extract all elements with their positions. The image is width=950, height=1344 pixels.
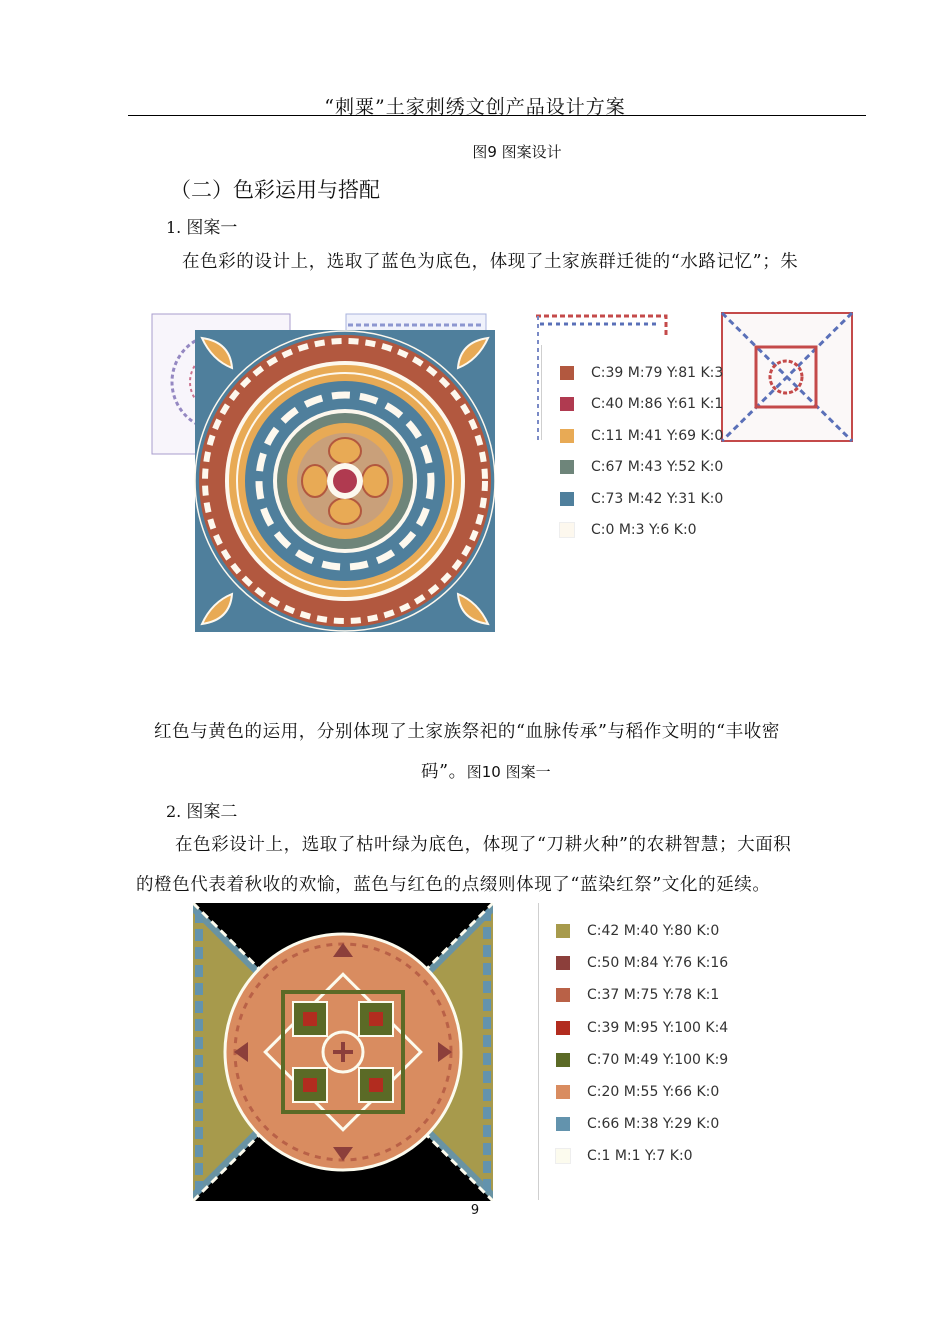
- color-swatch: [560, 460, 574, 474]
- palette-entry: [556, 1012, 728, 1044]
- palette-entry: [560, 420, 723, 452]
- palette-entry: [560, 483, 723, 515]
- figure-9-caption: 图9 图案设计: [472, 143, 562, 161]
- palette-entry: [556, 947, 728, 979]
- color-swatch: [556, 1117, 570, 1131]
- color-label: C:20 M:55 Y:66 K:0: [587, 1084, 720, 1101]
- running-header: “刺粟”土家刺绣文创产品设计方案: [324, 96, 626, 118]
- pattern1-palette: [560, 357, 723, 546]
- pattern2-figure: [193, 903, 493, 1201]
- color-label: C:40 M:86 Y:61 K:1: [591, 396, 724, 413]
- color-swatch: [560, 523, 574, 537]
- color-swatch: [560, 429, 574, 443]
- pattern2-subheading: [166, 797, 237, 822]
- color-swatch: [556, 1021, 570, 1035]
- color-label: C:1 M:1 Y:7 K:0: [587, 1148, 693, 1165]
- pattern1-detail-sketch: [721, 312, 853, 442]
- color-swatch: [556, 988, 570, 1002]
- color-label: C:73 M:42 Y:31 K:0: [591, 490, 724, 507]
- pattern1-title: 图案一: [186, 218, 238, 238]
- color-label: C:66 M:38 Y:29 K:0: [587, 1116, 720, 1133]
- pattern1-paragraph-line3: [421, 752, 551, 792]
- pattern2-paragraph-line1: 在色彩设计上，选取了枯叶绿为底色，体现了“刀耕火种”的农耕智慧；大面积: [175, 835, 792, 855]
- section-heading: （二）色彩运用与搭配: [170, 178, 380, 202]
- header-rule: [128, 115, 866, 116]
- palette-entry: [560, 357, 723, 389]
- color-swatch: [560, 397, 574, 411]
- pattern1-paragraph-end: 码”。: [421, 762, 467, 782]
- color-label: C:39 M:79 Y:81 K:3: [591, 364, 724, 381]
- pattern1-subheading: [166, 213, 237, 238]
- pattern1-paragraph-line1: 在色彩的设计上，选取了蓝色为底色，体现了土家族群迁徙的“水路记忆”；朱: [182, 252, 799, 272]
- palette-entry: [556, 1076, 728, 1108]
- palette-entry: [556, 1140, 728, 1172]
- color-swatch: [556, 956, 570, 970]
- color-label: C:39 M:95 Y:100 K:4: [587, 1019, 729, 1036]
- pattern2-number: 2.: [166, 802, 182, 821]
- color-label: C:11 M:41 Y:69 K:0: [591, 427, 724, 444]
- color-label: C:37 M:75 Y:78 K:1: [587, 987, 720, 1004]
- pattern2-legend-divider: [538, 903, 539, 1200]
- pattern1-figure: [150, 310, 495, 632]
- color-swatch: [556, 924, 570, 938]
- color-label: C:67 M:43 Y:52 K:0: [591, 459, 724, 476]
- pattern2-palette: [556, 915, 728, 1173]
- color-label: C:42 M:40 Y:80 K:0: [587, 923, 720, 940]
- pattern1-number: 1.: [166, 218, 182, 237]
- palette-entry: [556, 915, 728, 947]
- pattern2-paragraph-line2: 的橙色代表着秋收的欢愉，蓝色与红色的点缀则体现了“蓝染红祭”文化的延续。: [136, 875, 771, 895]
- palette-entry: [560, 389, 723, 421]
- color-label: C:70 M:49 Y:100 K:9: [587, 1051, 729, 1068]
- color-swatch: [556, 1053, 570, 1067]
- palette-entry: [556, 979, 728, 1011]
- palette-entry: [556, 1108, 728, 1140]
- figure-10-caption: 图10 图案一: [466, 763, 551, 781]
- palette-entry: [560, 452, 723, 484]
- palette-entry: [560, 515, 723, 547]
- color-swatch: [556, 1085, 570, 1099]
- color-swatch: [556, 1149, 570, 1163]
- pattern2-title: 图案二: [186, 802, 238, 822]
- pattern1-paragraph-line2: 红色与黄色的运用，分别体现了土家族祭祀的“血脉传承”与稻作文明的“丰收密: [154, 722, 780, 742]
- color-swatch: [560, 366, 574, 380]
- color-label: C:0 M:3 Y:6 K:0: [591, 522, 697, 539]
- page-number: 9: [470, 1203, 480, 1218]
- color-swatch: [560, 492, 574, 506]
- palette-entry: [556, 1044, 728, 1076]
- color-label: C:50 M:84 Y:76 K:16: [587, 955, 729, 972]
